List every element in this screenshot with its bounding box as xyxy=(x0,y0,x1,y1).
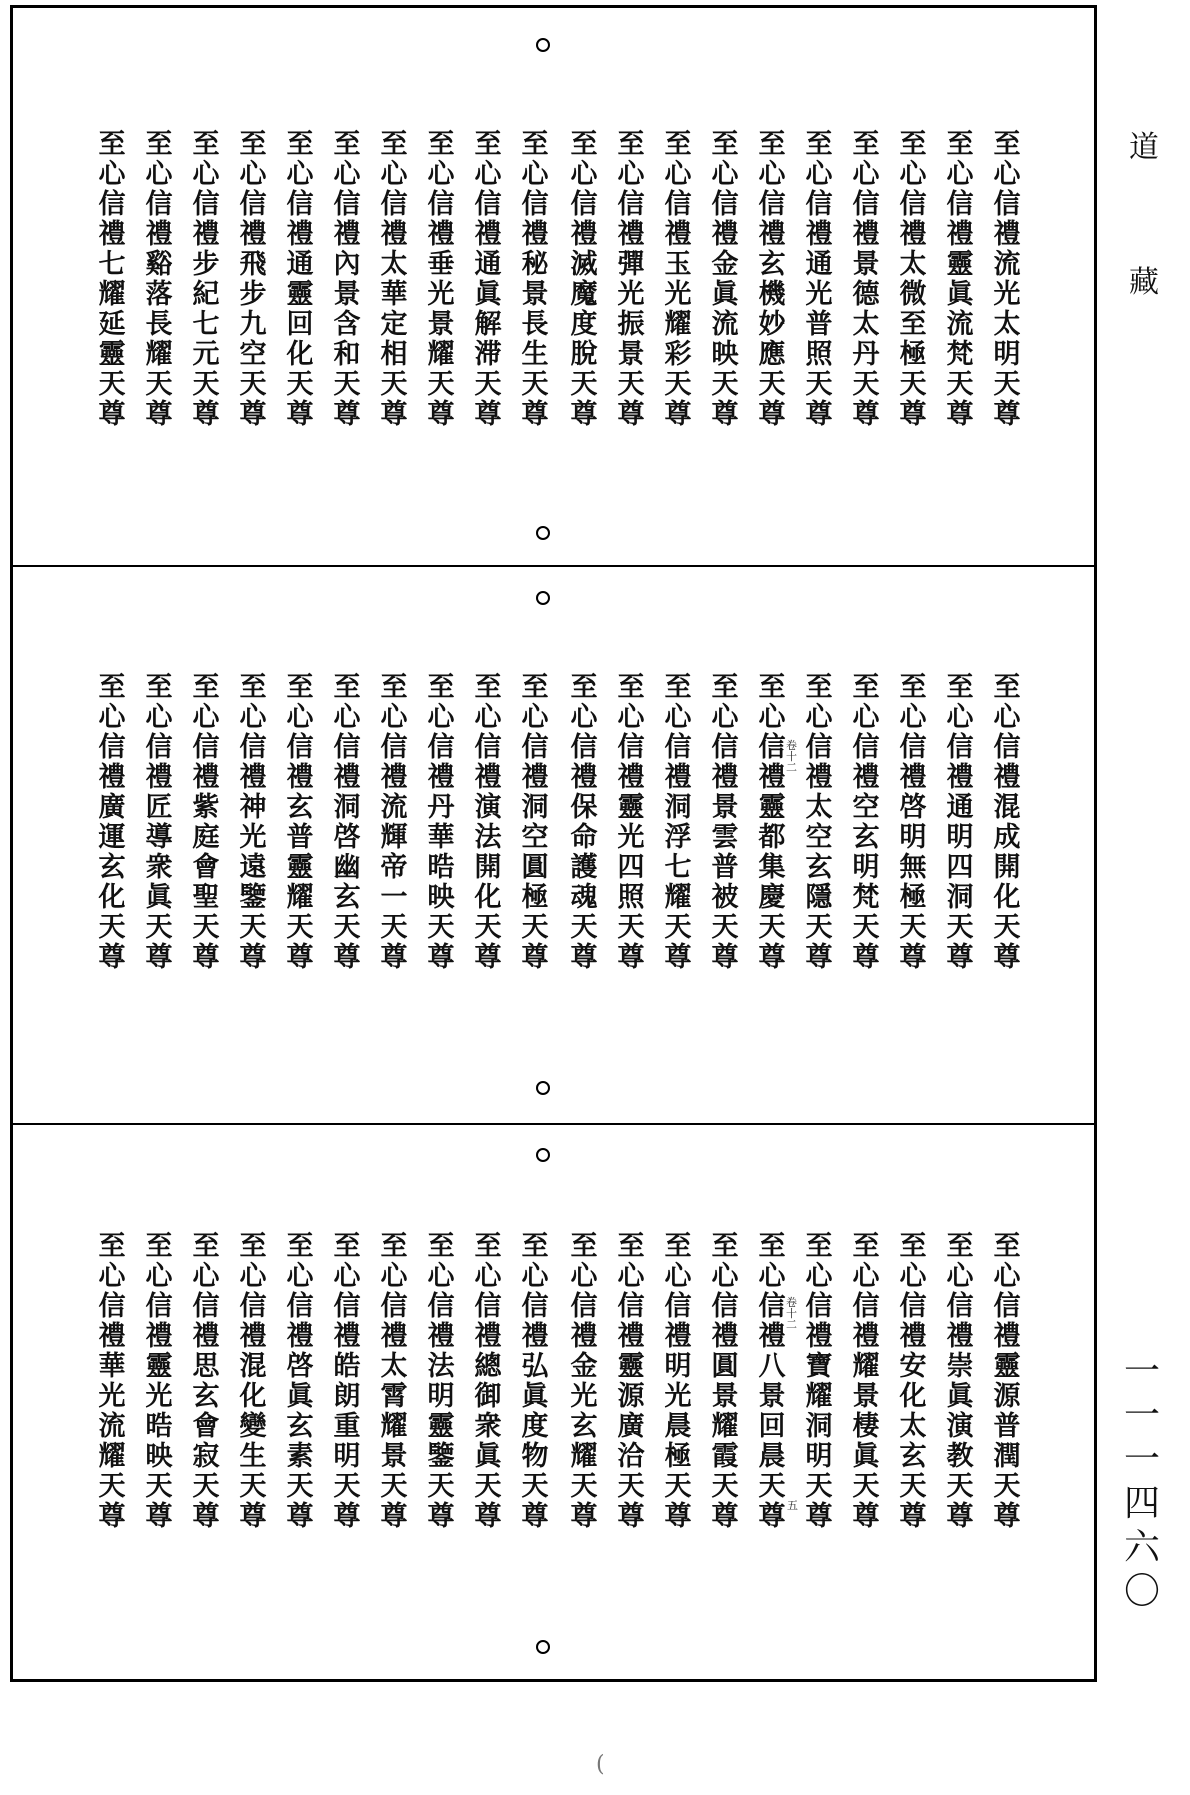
scripture-column: 至心信禮啓明無極天尊 xyxy=(899,672,927,973)
scripture-column: 至心信禮飛步九空天尊 xyxy=(239,129,267,430)
scripture-column: 至心信禮玄普靈耀天尊 xyxy=(286,672,314,973)
margin-title-char: 道 xyxy=(1129,130,1159,165)
scripture-column: 至心信禮金光玄耀天尊 xyxy=(570,1231,598,1532)
scripture-column: 至心信禮靈光四照天尊 xyxy=(617,672,645,973)
scripture-column: 至心信禮安化太玄天尊 xyxy=(899,1231,927,1532)
scripture-column: 至心信禮華光流耀天尊 xyxy=(98,1231,126,1532)
scripture-column: 至心信禮總御衆眞天尊 xyxy=(474,1231,502,1532)
scripture-column: 至心信禮通明四洞天尊 xyxy=(946,672,974,973)
scripture-column: 至心信禮景德太丹天尊 xyxy=(852,129,880,430)
scripture-column: 至心信禮景雲普被天尊 xyxy=(711,672,739,973)
stray-mark: ( xyxy=(596,1752,605,1777)
scripture-column: 至心信禮啓眞玄素天尊 xyxy=(286,1231,314,1532)
scripture-column: 至心信禮法明靈鑒天尊 xyxy=(427,1231,455,1532)
scripture-column: 至心信禮靈源廣洽天尊 xyxy=(617,1231,645,1532)
scripture-column: 至心信禮七耀延靈天尊 xyxy=(98,129,126,430)
margin-title-char: 藏 xyxy=(1129,265,1159,300)
scripture-column: 至心信禮太華定相天尊 xyxy=(380,129,408,430)
scripture-column: 至心信禮思玄會寂天尊 xyxy=(192,1231,220,1532)
circle-mark xyxy=(536,38,550,52)
scripture-column: 至心信禮紫庭會聖天尊 xyxy=(192,672,220,973)
scripture-column: 至心信禮太霄耀景天尊 xyxy=(380,1231,408,1532)
scripture-column: 至心信禮洞空圓極天尊 xyxy=(521,672,549,973)
circle-mark xyxy=(536,1640,550,1654)
scripture-column: 至心信禮彈光振景天尊 xyxy=(617,129,645,430)
scripture-column: 至心信禮金眞流映天尊 xyxy=(711,129,739,430)
scripture-column: 至心信禮秘景長生天尊 xyxy=(521,129,549,430)
scripture-column: 至心信禮崇眞演教天尊 xyxy=(946,1231,974,1532)
scripture-column: 至心信禮滅魔度脫天尊 xyxy=(570,129,598,430)
circle-mark xyxy=(536,591,550,605)
circle-mark xyxy=(536,1148,550,1162)
scripture-column: 至心信禮流光太明天尊 xyxy=(993,129,1021,430)
scripture-column: 至心信禮通眞解滞天尊 xyxy=(474,129,502,430)
column-note: 卷十二 xyxy=(786,739,797,774)
circle-mark xyxy=(536,526,550,540)
scripture-column: 至心信禮太微至極天尊 xyxy=(899,129,927,430)
scripture-column: 至心信禮垂光景耀天尊 xyxy=(427,129,455,430)
column-note: 五 xyxy=(787,1499,798,1512)
circle-mark xyxy=(536,1081,550,1095)
scripture-column: 至心信禮匠導衆眞天尊 xyxy=(145,672,173,973)
scripture-column: 至心信禮八景回晨天尊 xyxy=(758,1231,786,1532)
scripture-column: 至心信禮弘眞度物天尊 xyxy=(521,1231,549,1532)
panel-divider xyxy=(10,1123,1097,1125)
scripture-column: 至心信禮混化變生天尊 xyxy=(239,1231,267,1532)
scripture-column: 至心信禮靈眞流梵天尊 xyxy=(946,129,974,430)
scripture-column: 至心信禮玉光耀彩天尊 xyxy=(664,129,692,430)
scripture-column: 至心信禮步紀七元天尊 xyxy=(192,129,220,430)
scripture-column: 至心信禮廣運玄化天尊 xyxy=(98,672,126,973)
scripture-column: 至心信禮混成開化天尊 xyxy=(993,672,1021,973)
scripture-column: 至心信禮圓景耀霞天尊 xyxy=(711,1231,739,1532)
scripture-column: 至心信禮耀景棲眞天尊 xyxy=(852,1231,880,1532)
scripture-column: 至心信禮神光遠鑒天尊 xyxy=(239,672,267,973)
scripture-column: 至心信禮靈光晧映天尊 xyxy=(145,1231,173,1532)
scripture-column: 至心信禮洞啓幽玄天尊 xyxy=(333,672,361,973)
scripture-column: 至心信禮皓朗重明天尊 xyxy=(333,1231,361,1532)
scripture-column: 至心信禮丹華晧映天尊 xyxy=(427,672,455,973)
column-note: 卷十二 xyxy=(786,1296,797,1331)
scripture-column: 至心信禮通靈回化天尊 xyxy=(286,129,314,430)
scripture-column: 至心信禮靈都集慶天尊 xyxy=(758,672,786,973)
scripture-column: 至心信禮太空玄隱天尊 xyxy=(805,672,833,973)
page-folio: 一一一四六〇 xyxy=(1123,1351,1160,1612)
scripture-column: 至心信禮谿落長耀天尊 xyxy=(145,129,173,430)
scripture-column: 至心信禮洞浮七耀天尊 xyxy=(664,672,692,973)
scripture-column: 至心信禮明光晨極天尊 xyxy=(664,1231,692,1532)
scripture-column: 至心信禮空玄明梵天尊 xyxy=(852,672,880,973)
scripture-column: 至心信禮內景含和天尊 xyxy=(333,129,361,430)
scripture-column: 至心信禮玄機妙應天尊 xyxy=(758,129,786,430)
scripture-column: 至心信禮保命護魂天尊 xyxy=(570,672,598,973)
scripture-column: 至心信禮靈源普潤天尊 xyxy=(993,1231,1021,1532)
scripture-column: 至心信禮演法開化天尊 xyxy=(474,672,502,973)
scripture-column: 至心信禮流輝帝一天尊 xyxy=(380,672,408,973)
panel-divider xyxy=(10,565,1097,567)
scripture-column: 至心信禮寶耀洞明天尊 xyxy=(805,1231,833,1532)
scripture-column: 至心信禮通光普照天尊 xyxy=(805,129,833,430)
